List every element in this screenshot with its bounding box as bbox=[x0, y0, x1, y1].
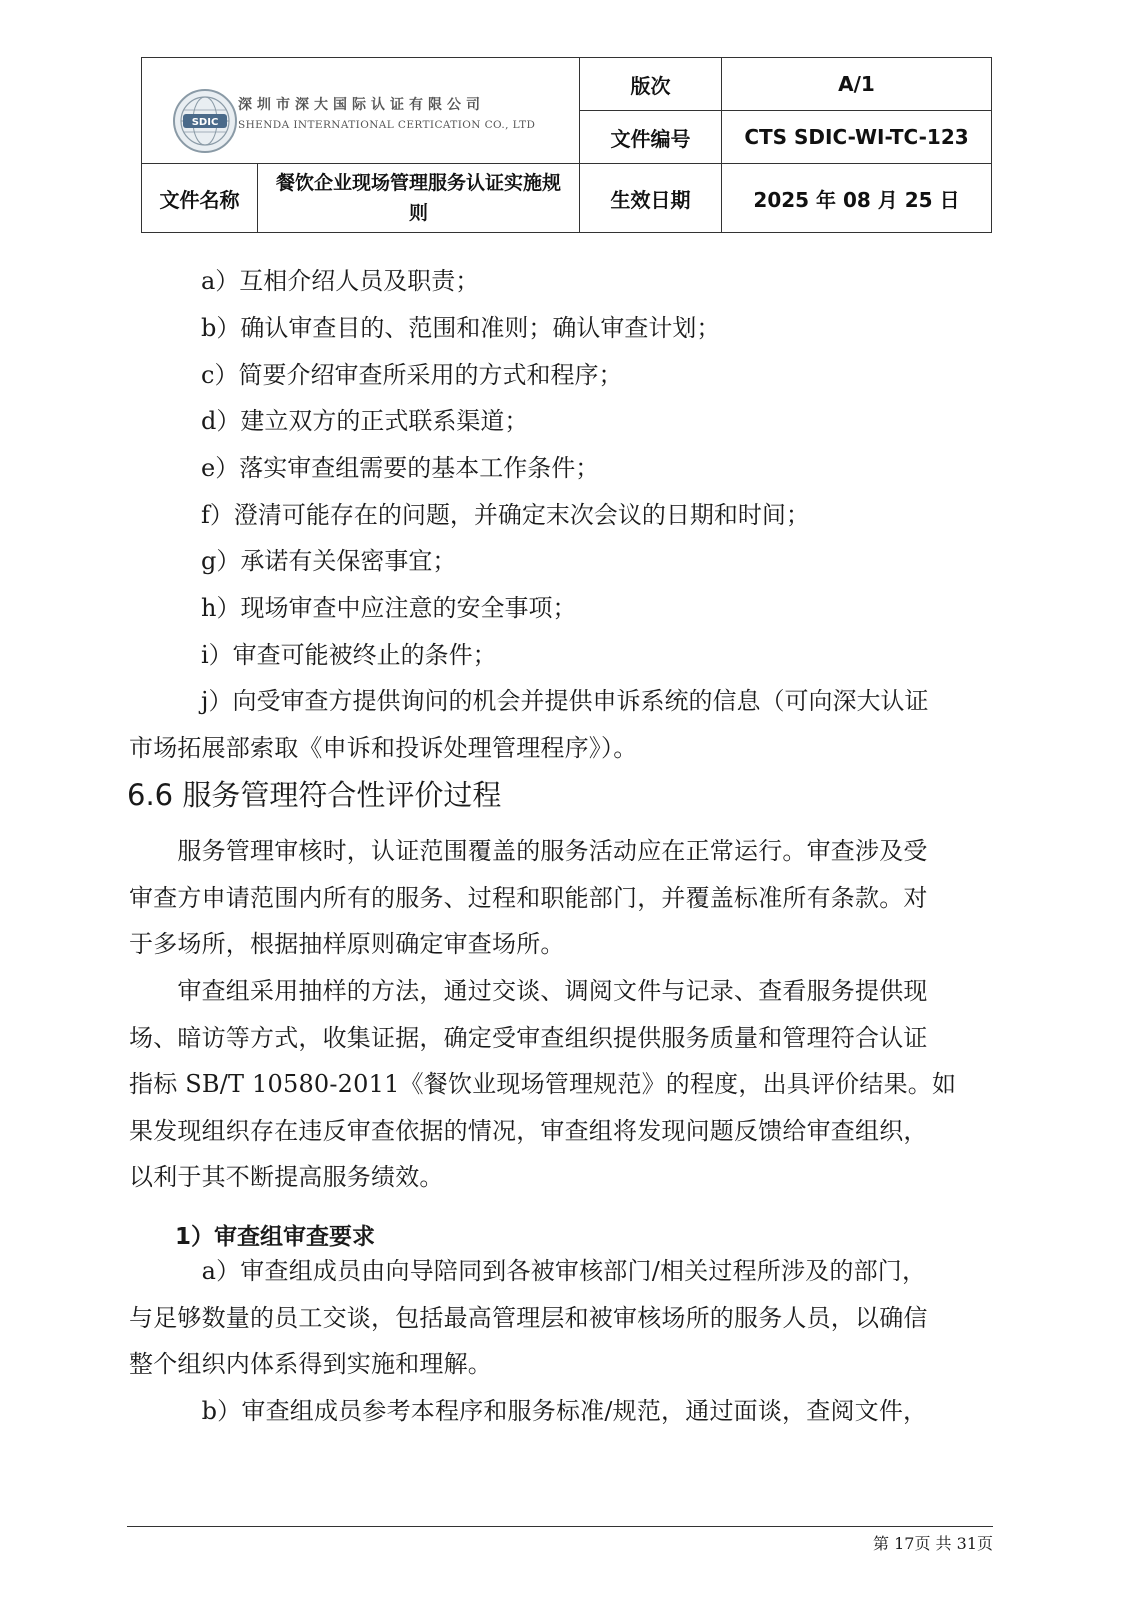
paragraph-1-line2: 审查方申请范围内所有的服务、过程和职能部门，并覆盖标准所有条款。对 bbox=[129, 884, 928, 912]
list-item-h: h）现场审查中应注意的安全事项； bbox=[201, 594, 577, 622]
paragraph-2-line1: 审查组采用抽样的方法，通过交谈、调阅文件与记录、查看服务提供现 bbox=[129, 977, 928, 1005]
paragraph-3-line2: 与足够数量的员工交谈，包括最高管理层和被审核场所的服务人员，以确信 bbox=[129, 1304, 928, 1332]
list-item-j-line2: 市场拓展部索取《申诉和投诉处理管理程序》）。 bbox=[129, 734, 638, 762]
paragraph-3-line3: 整个组织内体系得到实施和理解。 bbox=[129, 1350, 492, 1378]
date-label: 生效日期 bbox=[580, 164, 722, 233]
list-item-i: i）审查可能被终止的条件； bbox=[201, 641, 497, 669]
paragraph-4-line1: b）审查组成员参考本程序和服务标准/规范，通过面谈，查阅文件， bbox=[129, 1397, 928, 1425]
company-name-cn: 深圳市深大国际认证有限公司 bbox=[238, 97, 485, 113]
list-item-b: b）确认审查目的、范围和准则；确认审查计划； bbox=[201, 314, 721, 342]
paragraph-1-line3: 于多场所，根据抽样原则确定审查场所。 bbox=[129, 930, 565, 958]
paragraph-2-line5: 以利于其不断提高服务绩效。 bbox=[129, 1163, 444, 1191]
list-item-c: c）简要介绍审查所采用的方式和程序； bbox=[201, 361, 623, 389]
list-item-e: e）落实审查组需要的基本工作条件； bbox=[201, 454, 600, 482]
paragraph-3-line1: a）审查组成员由向导陪同到各被审核部门/相关过程所涉及的部门， bbox=[129, 1257, 927, 1285]
docname-label: 文件名称 bbox=[142, 164, 258, 233]
version-value: A/1 bbox=[722, 58, 992, 111]
company-logo-block bbox=[142, 58, 580, 164]
paragraph-1-line1: 服务管理审核时，认证范围覆盖的服务活动应在正常运行。审查涉及受 bbox=[129, 837, 928, 865]
sub-heading: 1）审查组审查要求 bbox=[175, 1224, 376, 1250]
section-heading: 6.6 服务管理符合性评价过程 bbox=[127, 778, 502, 812]
list-item-f: f）澄清可能存在的问题，并确定末次会议的日期和时间； bbox=[201, 501, 810, 529]
list-item-d: d）建立双方的正式联系渠道； bbox=[201, 407, 529, 435]
paragraph-2-line4: 果发现组织存在违反审查依据的情况，审查组将发现问题反馈给审查组织， bbox=[129, 1117, 928, 1145]
docname-value-line1: 餐饮企业现场管理服务认证实施规 bbox=[275, 172, 561, 194]
docno-label: 文件编号 bbox=[580, 111, 722, 164]
footer-rule bbox=[127, 1526, 993, 1527]
page-number: 第 17页 共 31页 bbox=[873, 1534, 993, 1553]
list-item-j-line1: j）向受审查方提供询问的机会并提供申诉系统的信息（可向深大认证 bbox=[201, 687, 929, 715]
docname-value bbox=[258, 164, 580, 233]
docname-value-line2: 则 bbox=[408, 202, 428, 224]
paragraph-2-line3: 指标 SB/T 10580-2011《餐饮业现场管理规范》的程度，出具评价结果。如 bbox=[129, 1070, 957, 1098]
document-header-table bbox=[141, 57, 992, 233]
company-logo bbox=[172, 88, 238, 154]
logo-text: SDIC bbox=[191, 117, 219, 128]
paragraph-2-line2: 场、暗访等方式，收集证据，确定受审查组织提供服务质量和管理符合认证 bbox=[129, 1024, 928, 1052]
date-value: 2025 年 08 月 25 日 bbox=[722, 164, 992, 233]
company-name-block bbox=[238, 94, 535, 131]
docno-value: CTS SDIC-WI-TC-123 bbox=[722, 111, 992, 164]
list-item-a: a）互相介绍人员及职责； bbox=[201, 267, 480, 295]
list-item-g: g）承诺有关保密事宜； bbox=[201, 547, 457, 575]
company-name-en: SHENDA INTERNATIONAL CERTICATION CO., LTD bbox=[238, 119, 536, 131]
version-label: 版次 bbox=[580, 58, 722, 111]
